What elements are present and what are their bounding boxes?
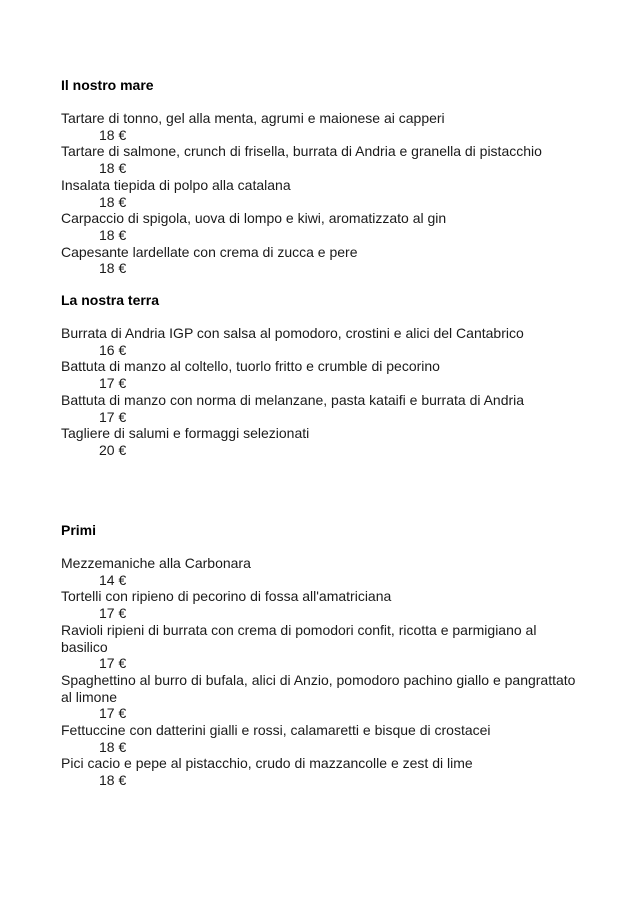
item-name: Battuta di manzo con norma di melanzane, pasta kataifi e burrata di Andria (61, 391, 525, 408)
item-price: 18 € (99, 738, 127, 755)
item-name: Insalata tiepida di polpo alla catalana (61, 176, 291, 193)
section-title: La nostra terra (61, 292, 160, 308)
item-price: 18 € (99, 193, 127, 210)
item-name: Battuta di manzo al coltello, tuorlo fritto e crumble di pecorino (61, 358, 440, 375)
item-price: 17 € (99, 705, 127, 722)
item-price: 17 € (99, 375, 127, 392)
item-name: Capesante lardellate con crema di zucca e pere (61, 243, 358, 260)
menu-items (61, 110, 581, 277)
section-title: Il nostro mare (61, 77, 154, 93)
item-price: 18 € (99, 260, 127, 277)
item-price: 17 € (99, 655, 127, 672)
item-price: 18 € (99, 772, 127, 789)
item-price: 17 € (99, 605, 127, 622)
item-name: Pici cacio e pepe al pistacchio, crudo di mazzancolle e zest di lime (61, 755, 473, 772)
section-primi (61, 522, 581, 789)
item-name: Mezzemaniche alla Carbonara (61, 555, 251, 571)
item-price: 16 € (99, 341, 127, 358)
item-name: Ravioli ripieni di burrata con crema di pomodori confit, ricotta e parmigiano al basilico (61, 621, 537, 655)
item-name: Spaghettino al burro di bufala, alici di Anzio, pomodoro pachino giallo e pangrattato al limone (61, 671, 576, 705)
item-price: 18 € (99, 226, 127, 243)
item-price: 14 € (99, 571, 127, 588)
item-price: 20 € (99, 441, 127, 458)
item-name: Tortelli con ripieno di pecorino di fossa all'amatriciana (61, 588, 392, 605)
item-name: Tartare di salmone, crunch di frisella, burrata di Andria e granella di pistacchio (61, 143, 542, 160)
item-name: Tartare di tonno, gel alla menta, agrumi e maionese ai capperi (61, 110, 445, 126)
item-name: Burrata di Andria IGP con salsa al pomodoro, crostini e alici del Cantabrico (61, 325, 524, 341)
section-il-nostro-mare (61, 77, 581, 277)
item-name: Fettuccine con datterini gialli e rossi, calamaretti e bisque di crostacei (61, 722, 491, 739)
item-price: 17 € (99, 408, 127, 425)
item-name: Carpaccio di spigola, uova di lompo e kiwi, aromatizzato al gin (61, 210, 447, 227)
section-title: Primi (61, 522, 97, 538)
item-price: 18 € (99, 160, 127, 177)
menu-items (61, 555, 581, 789)
item-name: Tagliere di salumi e formaggi selezionati (61, 425, 310, 442)
menu-items (61, 325, 581, 459)
item-price: 18 € (99, 126, 127, 143)
section-la-nostra-terra (61, 292, 581, 459)
